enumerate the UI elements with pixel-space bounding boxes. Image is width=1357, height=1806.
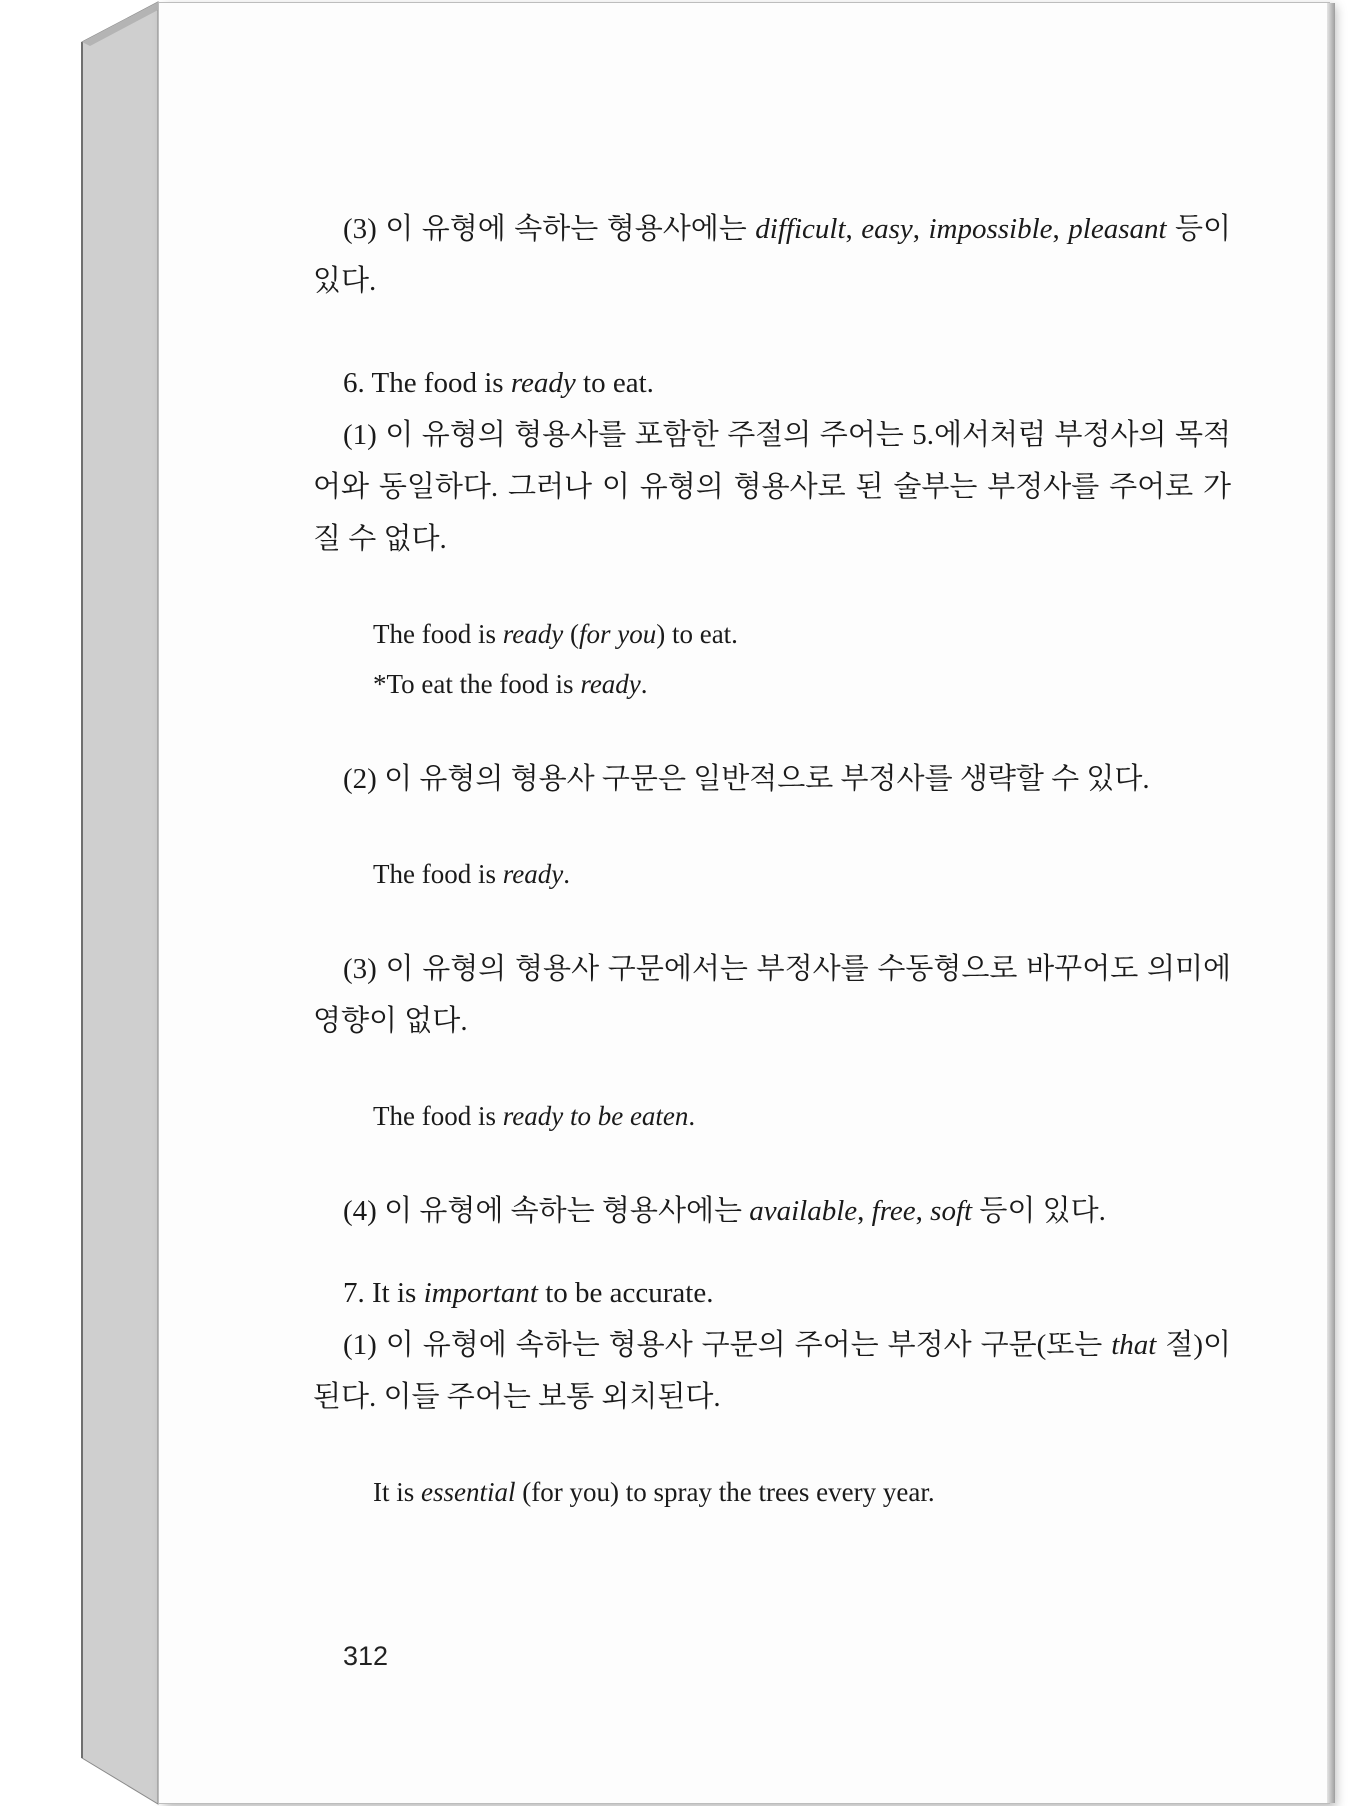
spacer: [313, 1237, 1231, 1267]
paragraph: [313, 943, 1231, 1047]
text-run: (4) 이 유형에 속하는 형용사에는: [343, 1195, 750, 1227]
italic-term: free: [871, 1195, 916, 1227]
text-run: ,: [912, 213, 929, 245]
spacer: [313, 307, 1231, 357]
page-body: [313, 203, 1231, 1517]
text-run: The food is: [373, 859, 503, 889]
text-run: 등이 있다.: [313, 213, 1232, 297]
italic-term: impossible: [928, 213, 1053, 245]
spacer: [313, 709, 1231, 753]
text-run: ,: [857, 1195, 872, 1227]
italic-term: for you: [578, 619, 657, 649]
text-run: 등이 있다.: [972, 1195, 1106, 1227]
spacer: [313, 805, 1231, 849]
text-run: to eat.: [575, 367, 654, 399]
example-sentence: [313, 609, 1231, 659]
spacer: [313, 899, 1231, 943]
text-run: 6. The food is: [343, 367, 511, 399]
example-sentence: [313, 659, 1231, 709]
text-run: It is: [373, 1477, 422, 1507]
section-heading: [313, 1267, 1231, 1319]
italic-term: important: [423, 1277, 538, 1309]
text-run: (1) 이 유형의 형용사를 포함한 주절의 주어는 5.에서처럼 부정사의 목적어와 동일하다. 그러나 이 유형의 형용사로 된 술부는 부정사를 주어로 가질 수 없다.: [313, 419, 1231, 555]
text-run: (3) 이 유형에 속하는 형용사에는: [343, 213, 756, 245]
paragraph: [313, 1319, 1231, 1423]
example-sentence: [313, 1467, 1231, 1517]
section-heading: [313, 357, 1231, 409]
italic-term: ready to be eaten: [502, 1101, 689, 1131]
text-run: (2) 이 유형의 형용사 구문은 일반적으로 부정사를 생략할 수 있다.: [343, 763, 1150, 795]
text-run: (: [563, 619, 579, 649]
text-run: 7. It is: [343, 1277, 424, 1309]
text-run: ,: [845, 213, 862, 245]
italic-term: available: [749, 1195, 858, 1227]
paragraph: [313, 753, 1231, 805]
spacer: [313, 1423, 1231, 1467]
paragraph: [313, 203, 1231, 307]
text-run: .: [640, 669, 648, 699]
spacer: [313, 1047, 1231, 1091]
spacer: [313, 1141, 1231, 1185]
italic-term: ready: [502, 859, 564, 889]
text-run: The food is: [373, 1101, 503, 1131]
example-sentence: [313, 849, 1231, 899]
spacer: [313, 565, 1231, 609]
italic-term: difficult: [755, 213, 846, 245]
italic-term: easy: [861, 213, 913, 245]
text-run: .: [688, 1101, 696, 1131]
page-edge-shadow: [1327, 3, 1335, 1803]
example-sentence: [313, 1091, 1231, 1141]
text-run: ,: [915, 1195, 931, 1227]
italic-term: ready: [580, 669, 641, 699]
text-run: (3) 이 유형의 형용사 구문에서는 부정사를 수동형으로 바꾸어도 의미에 영향이 없다.: [313, 953, 1231, 1037]
italic-term: ready: [510, 367, 576, 399]
text-run: *To eat the food is: [373, 669, 581, 699]
italic-term: ready: [502, 619, 564, 649]
text-run: ) to eat.: [656, 619, 738, 649]
italic-term: that: [1111, 1329, 1157, 1361]
text-run: 절)이 된다. 이들 주어는 보통 외치된다.: [313, 1329, 1231, 1413]
text-run: ,: [1052, 213, 1069, 245]
paragraph: [313, 1185, 1231, 1237]
text-run: .: [563, 859, 570, 889]
book-page: [158, 2, 1330, 1804]
italic-term: pleasant: [1068, 213, 1167, 245]
paragraph: [313, 409, 1231, 565]
text-run: (1) 이 유형에 속하는 형용사 구문의 주어는 부정사 구문(또는: [343, 1329, 1112, 1361]
text-run: (for you) to spray the trees every year.: [515, 1477, 935, 1507]
page-number: 312: [343, 1641, 389, 1671]
italic-term: essential: [421, 1477, 516, 1507]
text-run: The food is: [373, 619, 503, 649]
text-run: to be accurate.: [537, 1277, 714, 1309]
italic-term: soft: [930, 1195, 973, 1227]
